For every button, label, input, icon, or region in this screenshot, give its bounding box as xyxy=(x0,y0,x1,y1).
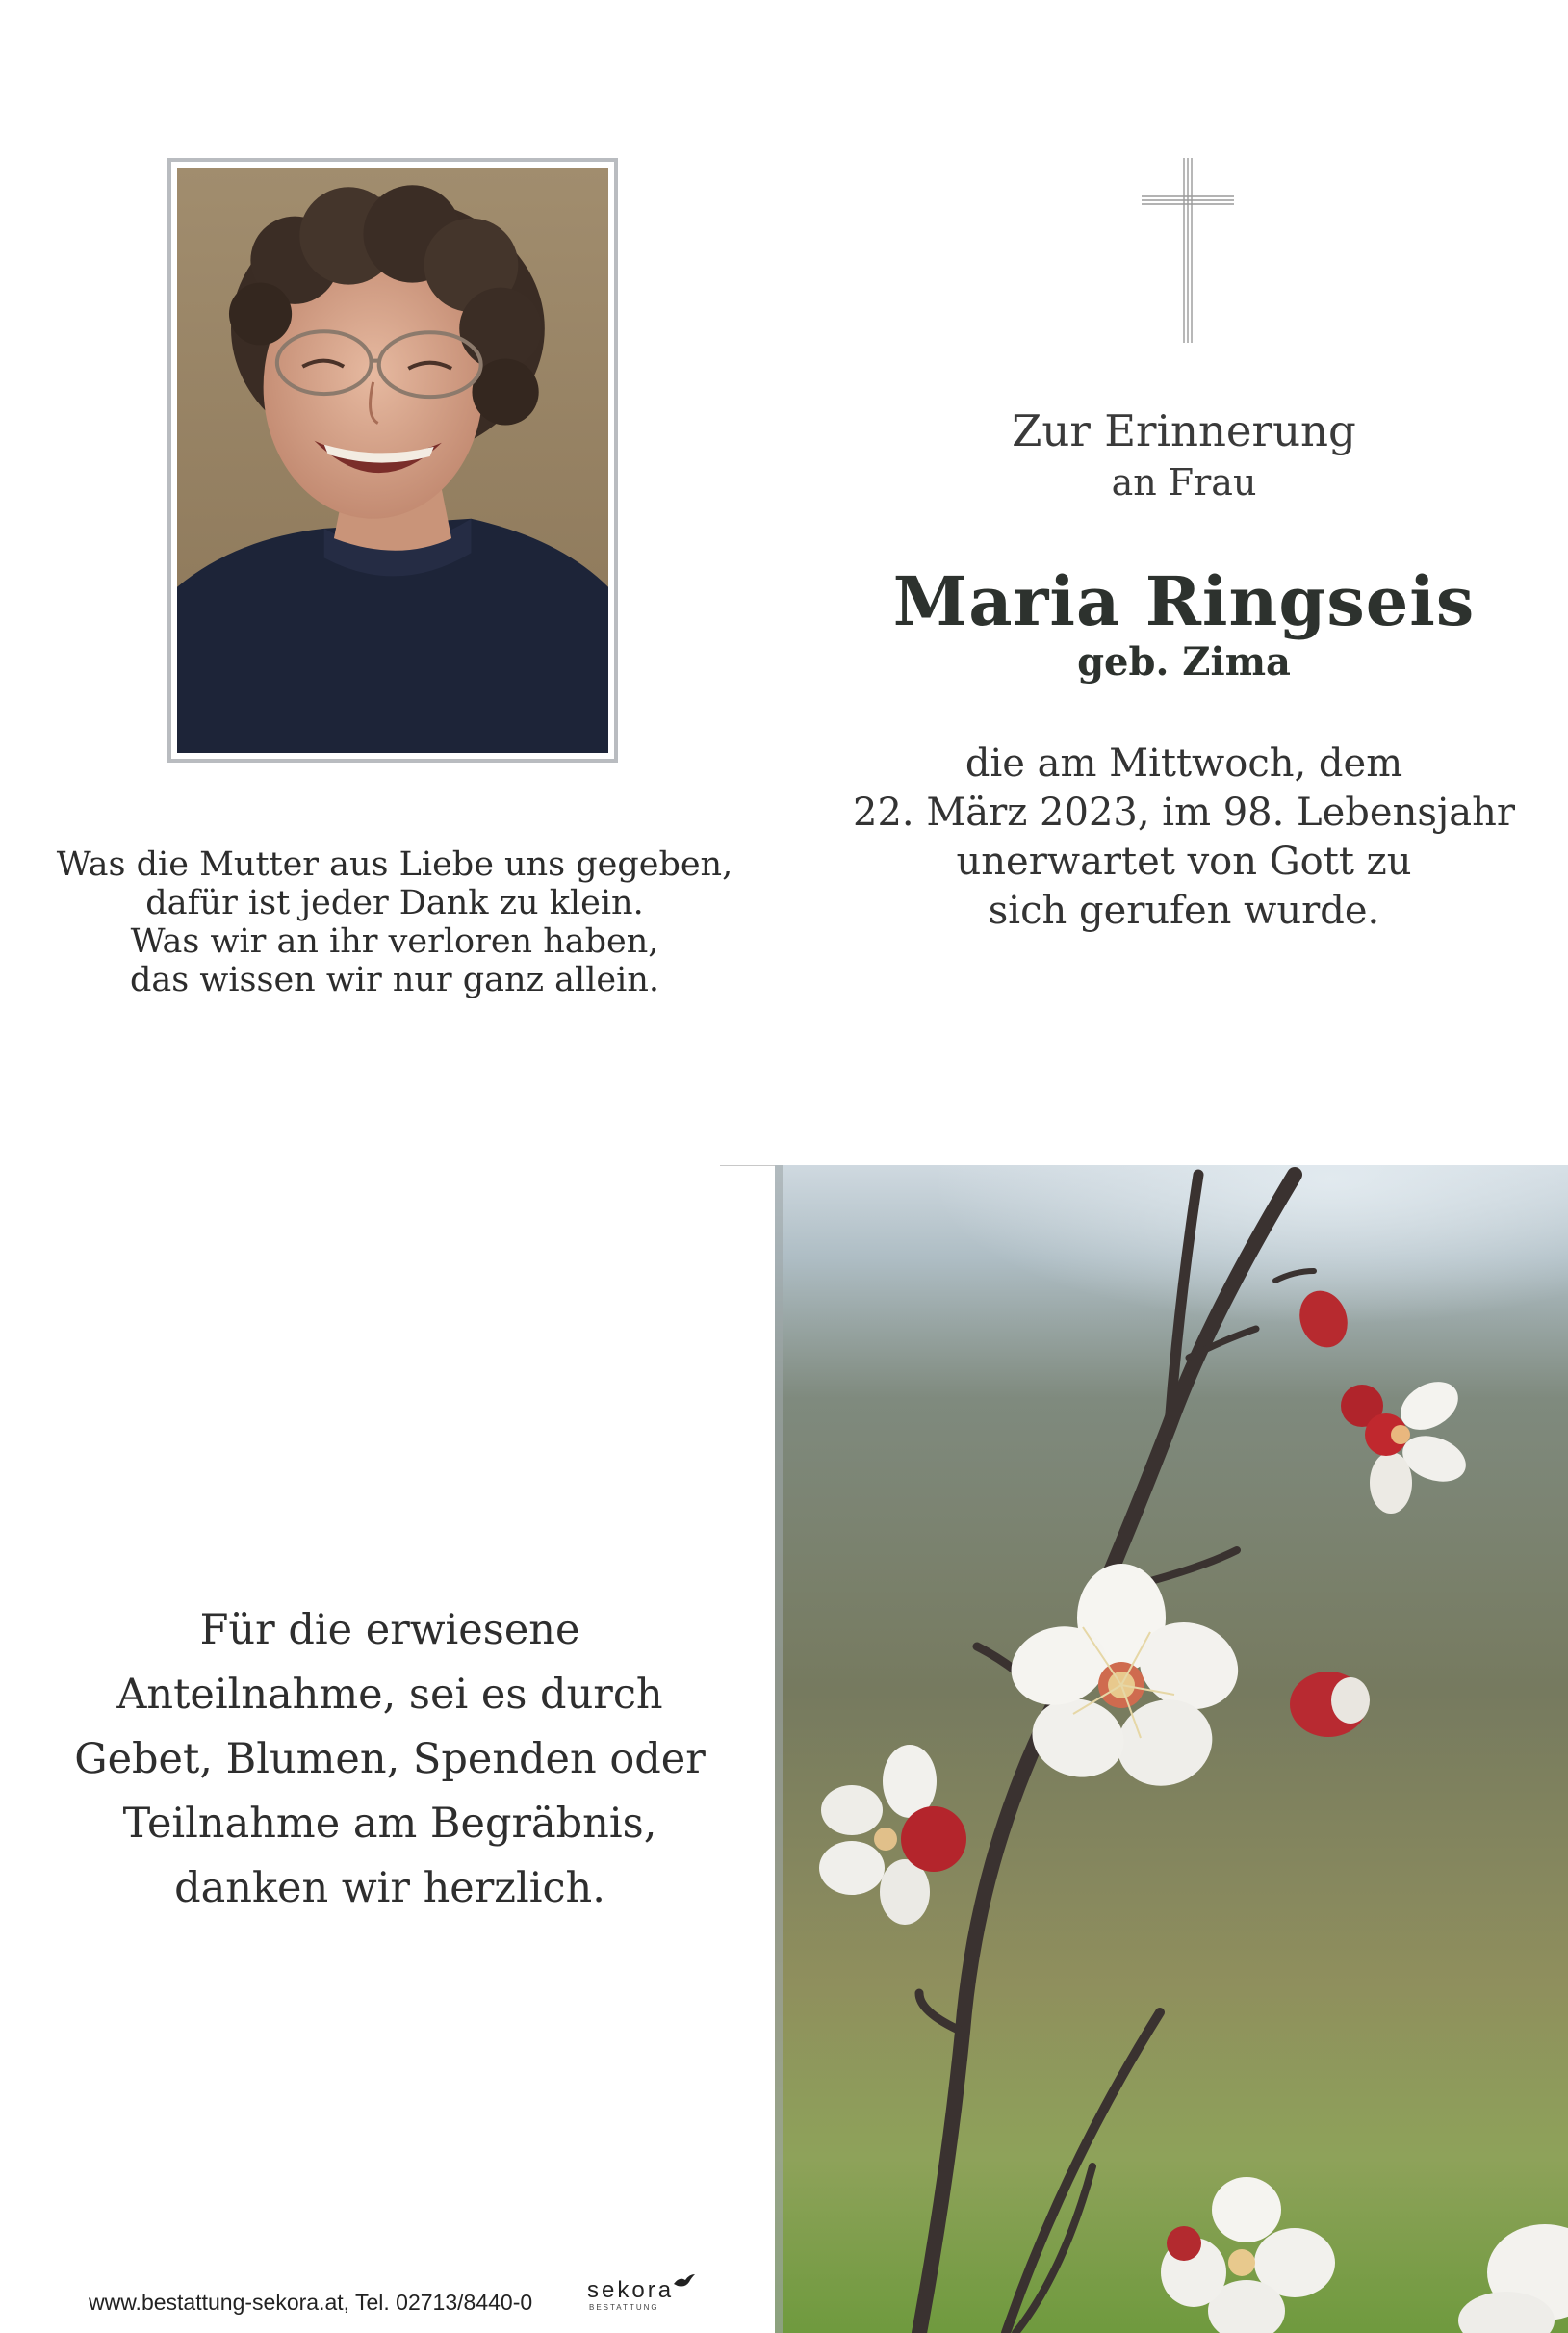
poem-line: Was wir an ihr verloren haben, xyxy=(130,922,659,961)
memorial-text xyxy=(847,404,1521,936)
thanks-line: Für die erwiesene xyxy=(199,1606,580,1654)
dove-icon xyxy=(672,2272,697,2290)
death-line: unerwartet von Gott zu xyxy=(956,840,1412,884)
poem-line: dafür ist jeder Dank zu klein. xyxy=(145,884,644,922)
poem xyxy=(29,845,760,999)
thanks-line: Teilnahme am Begräbnis, xyxy=(122,1800,657,1848)
logo-subtitle: BESTATTUNG xyxy=(589,2303,659,2312)
death-line: sich gerufen wurde. xyxy=(988,889,1380,933)
portrait-photo xyxy=(167,158,618,763)
apricot-blossom-photo xyxy=(775,1165,1568,2333)
cross-icon xyxy=(1136,154,1240,347)
sekora-logo xyxy=(587,2278,703,2322)
thanks-line: danken wir herzlich. xyxy=(174,1864,605,1912)
intro-subheading: an Frau xyxy=(1111,461,1257,504)
thanks-text xyxy=(39,1598,741,1921)
death-notice xyxy=(847,739,1521,936)
blossom-image xyxy=(775,1165,1568,2333)
deceased-name: Maria Ringseis xyxy=(892,561,1476,641)
thanks-line: Gebet, Blumen, Spenden oder xyxy=(74,1735,706,1783)
footer-contact: www.bestattung-sekora.at, Tel. 02713/8440-0 xyxy=(89,2290,533,2315)
intro-heading: Zur Erinnerung xyxy=(1012,405,1356,456)
death-line: 22. März 2023, im 98. Lebensjahr xyxy=(853,791,1515,835)
poem-line: Was die Mutter aus Liebe uns gegeben, xyxy=(56,845,733,884)
death-line: die am Mittwoch, dem xyxy=(964,741,1403,786)
portrait-image xyxy=(177,168,608,753)
birth-name: geb. Zima xyxy=(1077,639,1291,685)
poem-line: das wissen wir nur ganz allein. xyxy=(130,961,659,999)
logo-name: sekora xyxy=(587,2277,675,2303)
thanks-line: Anteilnahme, sei es durch xyxy=(116,1671,663,1719)
